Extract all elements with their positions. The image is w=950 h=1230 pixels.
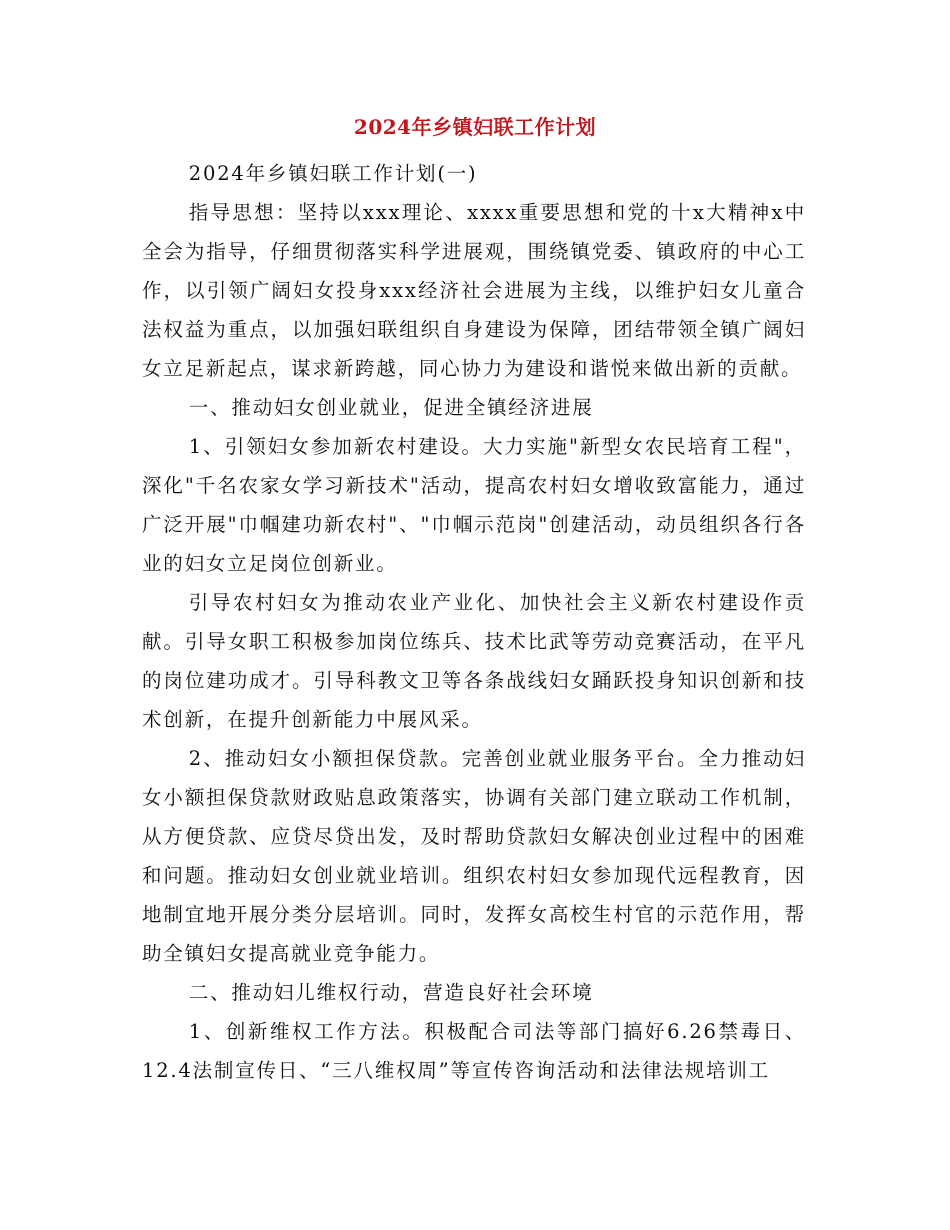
body-paragraph: 1、创新维权工作方法。积极配合司法等部门搞好6.26禁毒日、12.4法制宣传日、“三八维权周”等宣传咨询活动和法律法规培训工	[142, 1020, 806, 1082]
guiding-ideology-paragraph: 指导思想：坚持以xxx理论、xxxx重要思想和党的十x大精神x中全会为指导，仔细贯彻落实科学进展观，围绕镇党委、镇政府的中心工作，以引领广阔妇女投身xxx经济社会进展为主线，以维护妇女儿童合法权益为重点，以加强妇联组织自身建设为保障，团结带领全镇广阔妇女立足新起点，谋求新跨越，同心协力为建设和谐悦来做出新的贡献。	[142, 201, 806, 380]
section-heading-1: 一、推动妇女创业就业，促进全镇经济进展	[188, 396, 594, 419]
subtitle-paragraph: 2024年乡镇妇联工作计划(一)	[188, 162, 478, 185]
body-paragraph: 1、引领妇女参加新农村建设。大力实施"新型女农民培育工程"，深化"千名农家女学习新技术"活动，提高农村妇女增收致富能力，通过广泛开展"巾帼建功新农村"、"巾帼示范岗"创建活动，动员组织各行各业的妇女立足岗位创新业。	[142, 435, 806, 575]
body-paragraph: 2、推动妇女小额担保贷款。完善创业就业服务平台。全力推动妇女小额担保贷款财政贴息政策落实，协调有关部门建立联动工作机制，从方便贷款、应贷尽贷出发，及时帮助贷款妇女解决创业过程中的困难和问题。推动妇女创业就业培训。组织农村妇女参加现代远程教育，因地制宜地开展分类分层培训。同时，发挥女高校生村官的示范作用，帮助全镇妇女提高就业竞争能力。	[142, 747, 806, 965]
body-paragraph: 引导农村妇女为推动农业产业化、加快社会主义新农村建设作贡献。引导女职工积极参加岗位练兵、技术比武等劳动竞赛活动，在平凡的岗位建功成才。引导科教文卫等各条战线妇女踊跃投身知识创新和技术创新，在提升创新能力中展风采。	[142, 591, 806, 731]
document-title: 2024年乡镇妇联工作计划	[353, 115, 597, 139]
document-body	[142, 154, 806, 1090]
section-heading-2: 二、推动妇儿维权行动，营造良好社会环境	[188, 981, 594, 1004]
